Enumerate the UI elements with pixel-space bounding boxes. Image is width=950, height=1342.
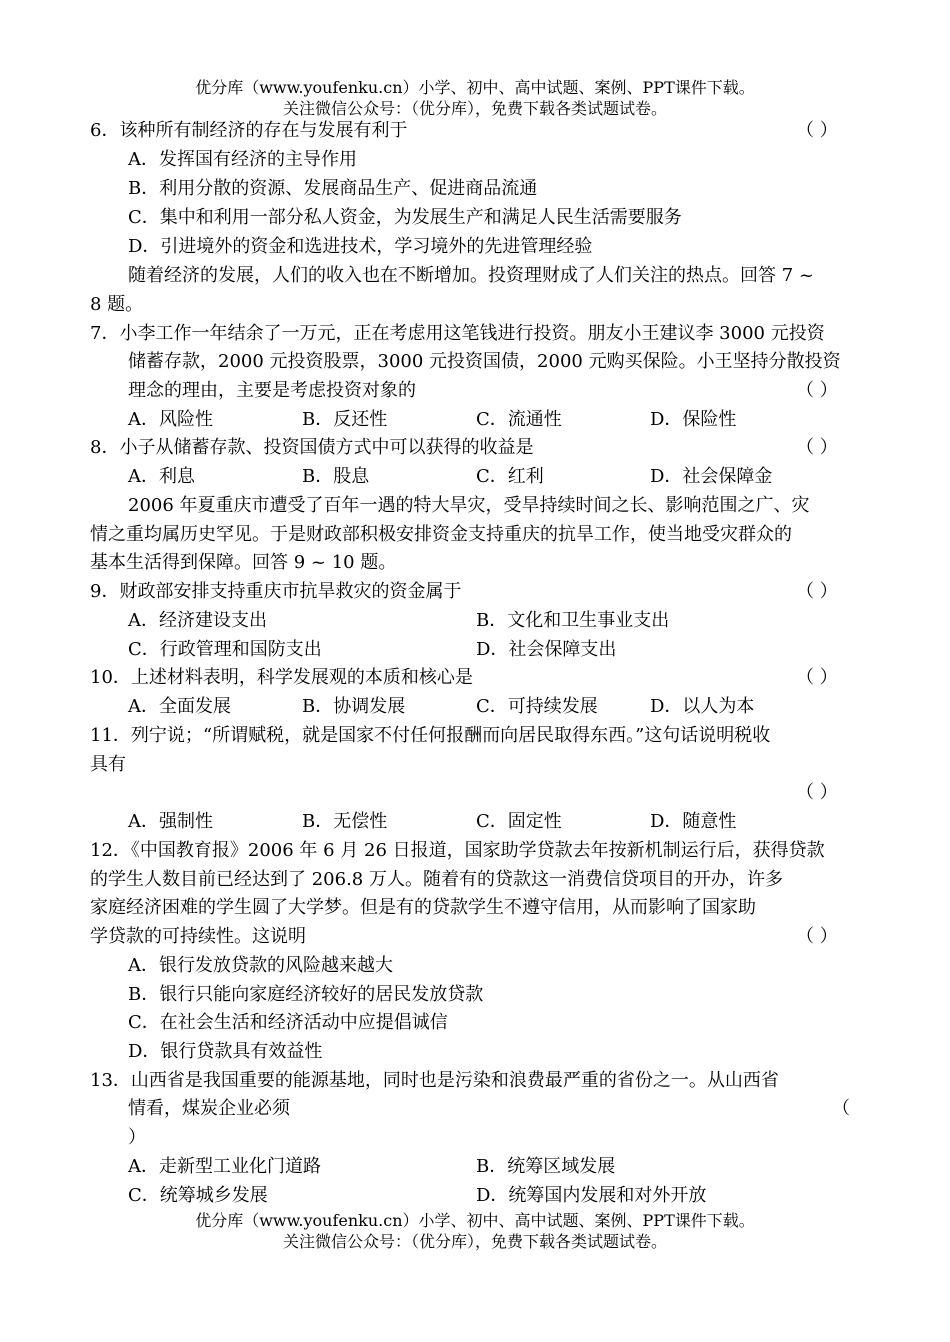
- intro-9-10-line-3: 基本生活得到保障。回答 9 ~ 10 题。: [90, 552, 397, 573]
- q10-answer-blank: （ ）: [796, 667, 838, 688]
- intro-7-8-line-1: 随着经济的发展，人们的收入也在不断增加。投资理财成了人们关注的热点。回答 7 ~: [128, 265, 814, 286]
- q10-option-d: D．以人为本: [650, 696, 755, 717]
- q6-option-d: D．引进境外的资金和选进技术，学习境外的先进管理经验: [128, 236, 593, 257]
- q12-option-a: A．银行发放贷款的风险越来越大: [128, 955, 393, 976]
- q8-option-a: A．利息: [128, 466, 195, 487]
- q11-line-2: 具有: [90, 754, 126, 775]
- q13-paren-open: （: [832, 1098, 850, 1119]
- q11-option-c: C．固定性: [476, 811, 562, 832]
- q10-option-a: A．全面发展: [128, 696, 231, 717]
- q7-option-c: C．流通性: [476, 409, 562, 430]
- q6-option-c: C．集中和利用一部分私人资金，为发展生产和满足人民生活需要服务: [128, 207, 682, 228]
- header-line-2: 关注微信公众号：（优分库），免费下载各类试题试卷。: [282, 99, 667, 118]
- q9-answer-blank: （ ）: [796, 581, 838, 602]
- footer-line-1: 优分库（www.youfenku.cn）小学、初中、高中试题、案例、PPT课件下载。: [195, 1211, 755, 1230]
- q8-option-c: C．红利: [476, 466, 544, 487]
- q12-line-3: 家庭经济困难的学生圆了大学梦。但是有的贷款学生不遵守信用，从而影响了国家助: [90, 897, 756, 918]
- q8-option-b: B．股息: [302, 466, 370, 487]
- q13-line-1: 13．山西省是我国重要的能源基地，同时也是污染和浪费最严重的省份之一。从山西省: [90, 1070, 779, 1091]
- intro-7-8-line-2: 8 题。: [90, 294, 144, 315]
- q11-option-d: D．随意性: [650, 811, 737, 832]
- q6-answer-blank: （ ）: [796, 120, 838, 141]
- q11-option-b: B．无偿性: [302, 811, 388, 832]
- q11-option-a: A．强制性: [128, 811, 213, 832]
- q10-stem: 10．上述材料表明，科学发展观的本质和核心是: [90, 667, 473, 688]
- q12-answer-blank: （ ）: [796, 926, 838, 947]
- intro-9-10-line-2: 情之重均属历史罕见。于是财政部积极安排资金支持重庆的抗旱工作，使当地受灾群众的: [90, 524, 792, 545]
- q9-option-d: D．社会保障支出: [476, 639, 617, 660]
- header-line-1: 优分库（www.youfenku.cn）小学、初中、高中试题、案例、PPT课件下载。: [195, 78, 755, 97]
- q6-stem: 6．该种所有制经济的存在与发展有利于: [90, 120, 408, 141]
- intro-9-10-line-1: 2006 年夏重庆市遭受了百年一遇的特大旱灾，受旱持续时间之长、影响范围之广、灾: [128, 495, 810, 516]
- q9-option-a: A．经济建设支出: [128, 610, 267, 631]
- q10-option-c: C．可持续发展: [476, 696, 598, 717]
- q9-stem: 9．财政部安排支持重庆市抗旱救灾的资金属于: [90, 581, 462, 602]
- q11-line-1: 11．列宁说；“所谓赋税，就是国家不付任何报酬而向居民取得东西。”这句话说明税收: [90, 725, 771, 746]
- q10-option-b: B．协调发展: [302, 696, 406, 717]
- footer-line-2: 关注微信公众号：（优分库），免费下载各类试题试卷。: [282, 1232, 667, 1251]
- q13-option-a: A．走新型工业化门道路: [128, 1156, 321, 1177]
- q7-line-2: 储蓄存款，2000 元投资股票，3000 元投资国债，2000 元购买保险。小王坚持分散投资: [128, 351, 841, 372]
- q12-option-d: D．银行贷款具有效益性: [128, 1041, 323, 1062]
- q7-line-1: 7．小李工作一年结余了一万元，正在考虑用这笔钱进行投资。朋友小王建议李 3000 元投资: [90, 323, 825, 344]
- q12-option-b: B．银行只能向家庭经济较好的居民发放贷款: [128, 984, 484, 1005]
- q13-option-b: B．统筹区域发展: [476, 1156, 616, 1177]
- q13-line-2: 情看，煤炭企业必须: [128, 1098, 290, 1119]
- q7-option-d: D．保险性: [650, 409, 737, 430]
- q8-stem: 8．小子从储蓄存款、投资国债方式中可以获得的收益是: [90, 437, 534, 458]
- q13-option-c: C．统筹城乡发展: [128, 1185, 268, 1206]
- q11-answer-blank: （ ）: [796, 782, 838, 803]
- q6-option-a: A．发挥国有经济的主导作用: [128, 149, 357, 170]
- q13-paren-close: ）: [128, 1127, 146, 1148]
- q12-line-2: 的学生人数目前已经达到了 206.8 万人。随着有的贷款这一消费信贷项目的开办，许多: [90, 869, 783, 890]
- q13-option-d: D．统筹国内发展和对外开放: [476, 1185, 707, 1206]
- q7-answer-blank: （ ）: [796, 380, 838, 401]
- q9-option-b: B．文化和卫生事业支出: [476, 610, 670, 631]
- q7-line-3: 理念的理由，主要是考虑投资对象的: [128, 380, 416, 401]
- q8-answer-blank: （ ）: [796, 437, 838, 458]
- q8-option-d: D．社会保障金: [650, 466, 773, 487]
- q12-option-c: C．在社会生活和经济活动中应提倡诚信: [128, 1012, 448, 1033]
- q7-option-b: B．反还性: [302, 409, 388, 430]
- q9-option-c: C．行政管理和国防支出: [128, 639, 322, 660]
- q7-option-a: A．风险性: [128, 409, 213, 430]
- q6-option-b: B．利用分散的资源、发展商品生产、促进商品流通: [128, 178, 538, 199]
- q12-line-4: 学贷款的可持续性。这说明: [90, 926, 306, 947]
- q12-line-1: 12．《中国教育报》2006 年 6 月 26 日报道，国家助学贷款去年按新机制运行后，获得贷款: [90, 840, 825, 861]
